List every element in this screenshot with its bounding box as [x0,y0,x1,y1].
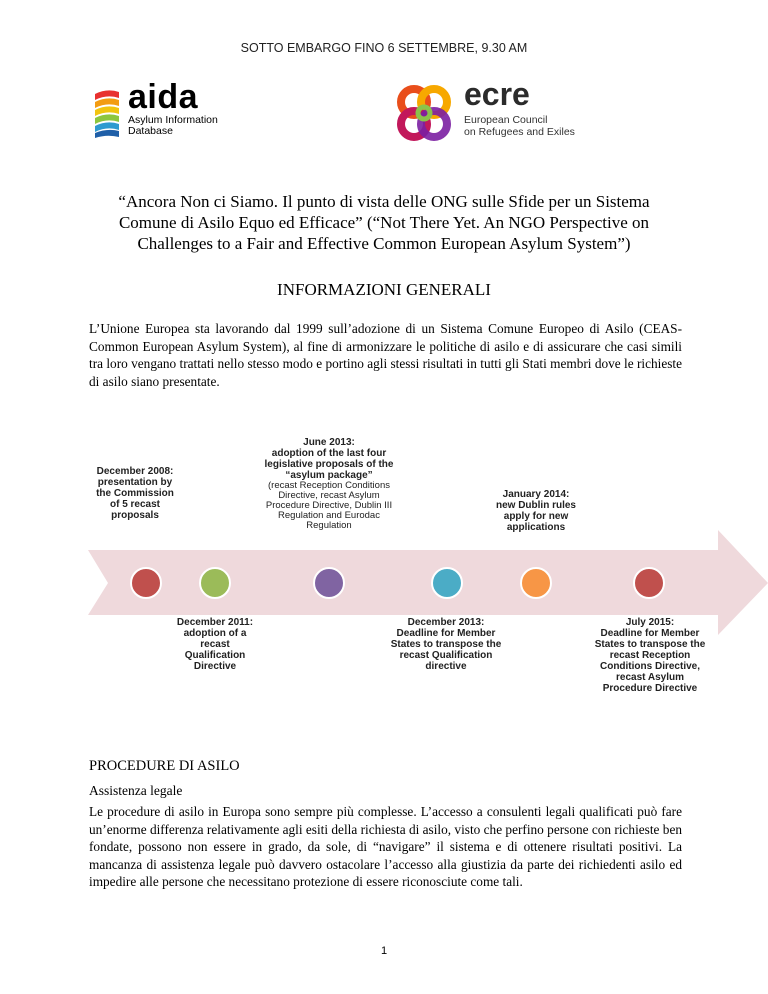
timeline-dot-dec2011 [200,568,230,598]
subsection-heading-legal: Assistenza legale [89,783,183,798]
timeline-event-jan2014: January 2014: new Dublin rules apply for new applications [495,489,576,533]
ecre-knot-icon [392,84,456,144]
timeline-dot-jul2015 [634,568,664,598]
timeline-event-dec2013: December 2013: Deadline for Member States to transpose the recast Qualification directive [390,617,502,672]
aida-wordmark: aida [128,78,199,116]
ecre-wordmark: ecre [464,76,530,112]
document-title: “Ancora Non ci Siamo. Il punto di vista delle ONG sulle Sfide per un Sistema Comune di Asilo Equo ed Efficace” (“Not There Yet. An NGO Perspective on Challenges to a Fair and Effective Common European Asylum System”) [118,192,650,253]
timeline-event-jun2013: June 2013: adoption of the last four legislative proposals of the “asylum package” (recast Reception Conditions Directive, recast Asylum Procedure Directive, Dublin III Regulation and Eurodac Regulation [264,437,394,531]
timeline-dot-jan2014 [521,568,551,598]
legal-assistance-paragraph: Le procedure di asilo in Europa sono sempre più complesse. L’accesso a consulenti legali qualificati può fare un’enorme differenza relativamente agli esiti della richiesta di asilo, visto che perfino persone con richieste ben fondate, possono non essere in grado, da sole, di “navigare” il sistema e di ottenere risultati positivi. La mancanza di assistenza legale può davvero ostacolare l’accesso alla giustizia da parte dei richiedenti asilo ed impedire alle persone che necessitano protezione di essere riconosciute come tali. [89,804,682,889]
embargo-notice: SOTTO EMBARGO FINO 6 SETTEMBRE, 9.30 AM [240,41,528,55]
timeline-dot-dec2008 [131,568,161,598]
aida-logo [93,78,253,140]
aida-tagline: Asylum Information Database [128,114,218,137]
ecre-logo [392,76,632,142]
section-heading-general: INFORMAZIONI GENERALI [277,280,491,299]
ecre-tagline: European Council on Refugees and Exiles [464,114,575,138]
timeline-dot-jun2013 [314,568,344,598]
section-heading-procedures: PROCEDURE DI ASILO [89,758,240,774]
timeline-event-dec2011: December 2011: adoption of a recast Qualification Directive [176,617,254,672]
aida-stripes-icon [93,86,121,138]
timeline-event-dec2008: December 2008: presentation by the Commission of 5 recast proposals [96,466,174,521]
timeline-event-jul2015: July 2015: Deadline for Member States to transpose the recast Reception Conditions Directive, recast Asylum Procedure Directive [594,617,706,694]
ceas-timeline [88,435,768,735]
intro-paragraph: L’Unione Europea sta lavorando dal 1999 sull’adozione di un Sistema Comune Europeo di Asilo (CEAS- Common European Asylum System), al fine di armonizzare le politiche di asilo e di assicurare che casi simili tra loro vengano trattati nello stesso modo e portino agli stessi risultati in tutti gli Stati membri dove le richieste di asilo siano presentate. [89,321,682,389]
page-number: 1 [380,945,388,957]
timeline-dot-dec2013 [432,568,462,598]
